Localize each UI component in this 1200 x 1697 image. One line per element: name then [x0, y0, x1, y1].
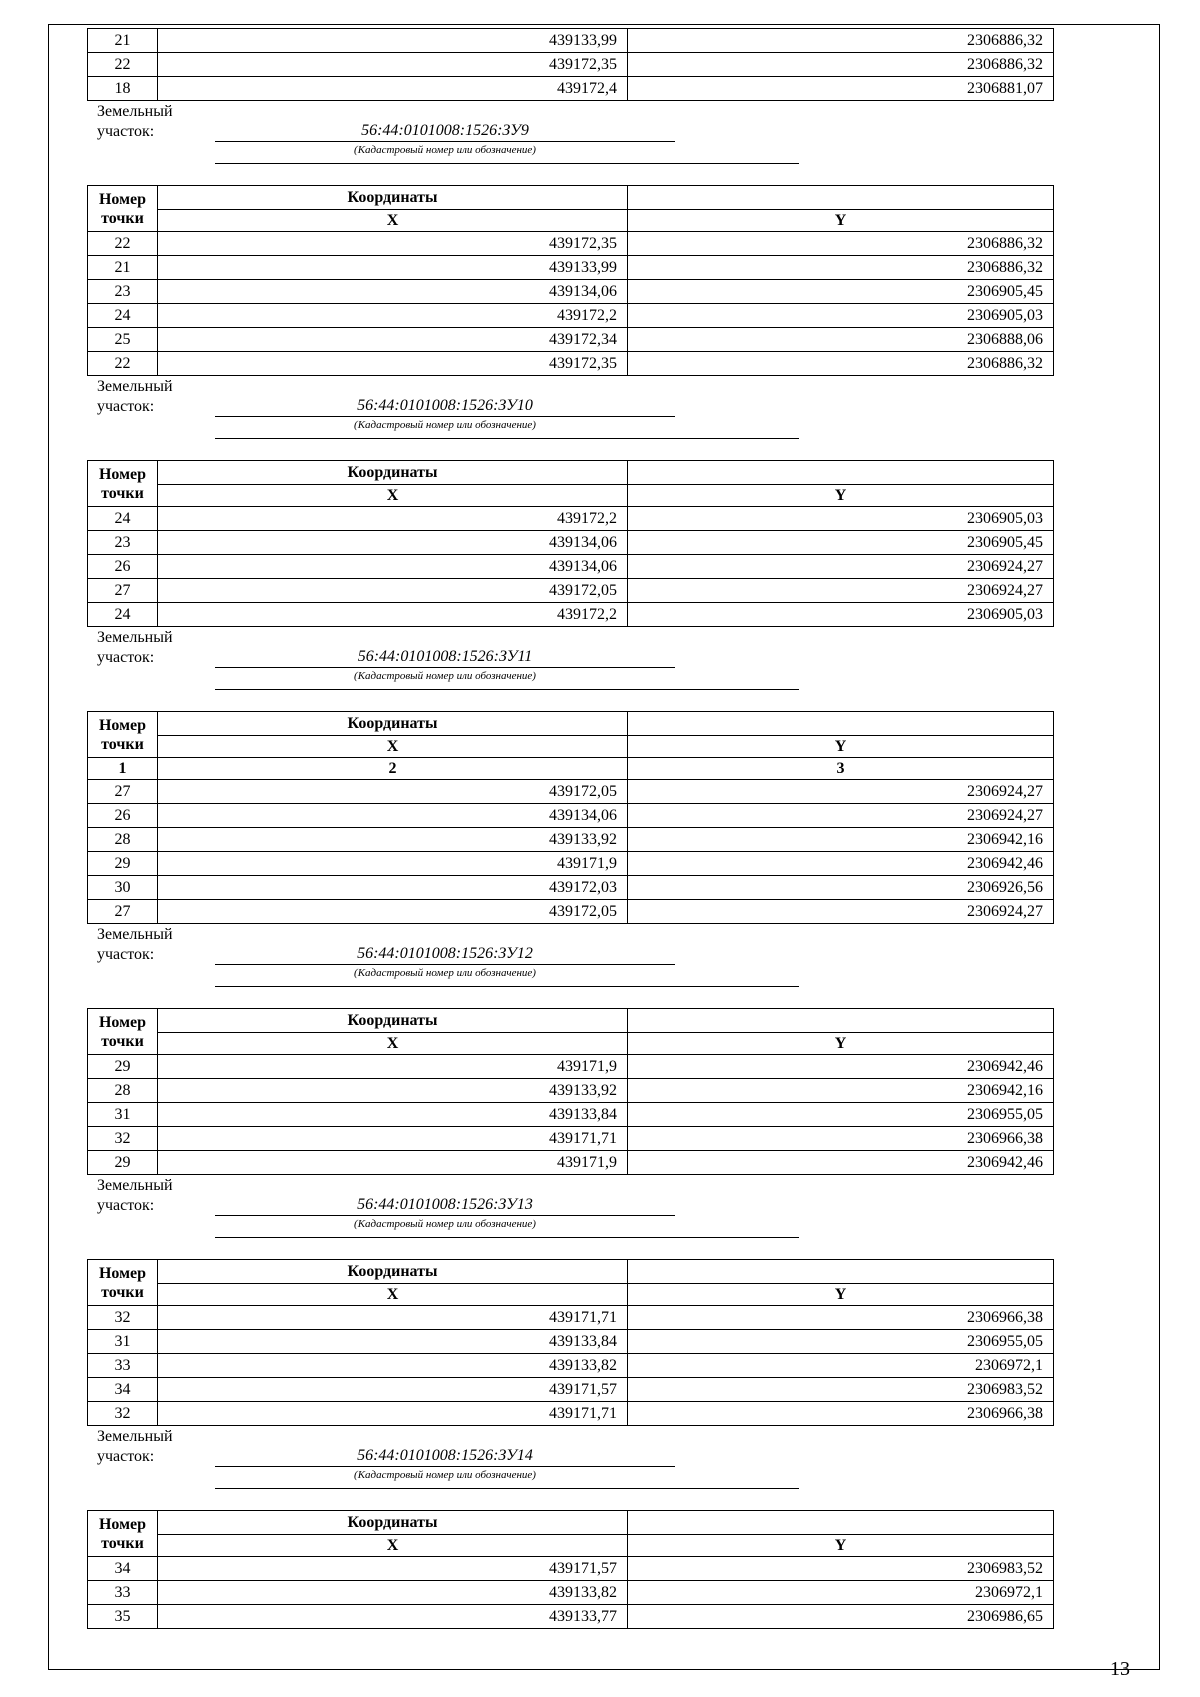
coord-y: 2306905,45: [628, 531, 1054, 555]
coords-table: [87, 1510, 1054, 1629]
table-row: [88, 232, 1054, 256]
coord-x: 439172,2: [158, 603, 628, 627]
point-number: 33: [88, 1354, 158, 1378]
header-point-number-line2: точки: [101, 1032, 144, 1050]
header-blank: [628, 186, 1054, 210]
point-number: 29: [88, 852, 158, 876]
table-body: [88, 1009, 1054, 1175]
coord-y: 2306942,46: [628, 1151, 1054, 1175]
table-body: [88, 1260, 1054, 1426]
coord-x: 439133,92: [158, 1079, 628, 1103]
table-row: [88, 555, 1054, 579]
header-point-number-line2: точки: [101, 484, 144, 502]
coord-x: 439172,34: [158, 328, 628, 352]
coord-y: 2306955,05: [628, 1330, 1054, 1354]
table-row: [88, 328, 1054, 352]
table-row: [88, 77, 1054, 101]
point-number: 24: [88, 304, 158, 328]
header-blank: [628, 1009, 1054, 1033]
coord-y: 2306942,16: [628, 828, 1054, 852]
page-number: 13: [1110, 1658, 1130, 1680]
table-row: [88, 280, 1054, 304]
cadastral-hint: (Кадастровый номер или обозначение): [354, 967, 536, 979]
coord-y: 2306881,07: [628, 77, 1054, 101]
point-number: 28: [88, 1079, 158, 1103]
coord-y: 2306924,27: [628, 555, 1054, 579]
point-number: 18: [88, 77, 158, 101]
point-number: 27: [88, 579, 158, 603]
divider: [215, 1237, 799, 1238]
table-row: [88, 1103, 1054, 1127]
coord-x: 439133,82: [158, 1581, 628, 1605]
table-row: [88, 531, 1054, 555]
table-row: [88, 1402, 1054, 1426]
table-row: [88, 1557, 1054, 1581]
plot-label-line1: Земельный: [97, 629, 173, 646]
header-row: [88, 485, 1054, 507]
coord-y: 2306924,27: [628, 579, 1054, 603]
header-x: X: [158, 736, 628, 758]
table-row: [88, 507, 1054, 531]
coord-x: 439171,57: [158, 1557, 628, 1581]
point-number: 23: [88, 531, 158, 555]
point-number: 30: [88, 876, 158, 900]
coord-y: 2306983,52: [628, 1557, 1054, 1581]
land-plot-label: [87, 101, 1053, 185]
table-row: [88, 1378, 1054, 1402]
point-number: 24: [88, 507, 158, 531]
cadastral-number: 56:44:0101008:1526:ЗУ9: [215, 121, 675, 142]
coord-x: 439134,06: [158, 804, 628, 828]
coord-y: 2306942,46: [628, 852, 1054, 876]
header-coordinates: Координаты: [158, 1260, 628, 1284]
point-number: 29: [88, 1055, 158, 1079]
coord-x: 439171,9: [158, 852, 628, 876]
coord-y: 2306905,03: [628, 304, 1054, 328]
point-number: 21: [88, 29, 158, 53]
coord-y: 2306972,1: [628, 1581, 1054, 1605]
table-row: [88, 1605, 1054, 1629]
table-body: [88, 29, 1054, 101]
header-blank: [628, 461, 1054, 485]
coord-x: 439171,71: [158, 1127, 628, 1151]
coord-y: 2306926,56: [628, 876, 1054, 900]
header-point-number-line2: точки: [101, 209, 144, 227]
header-point-number: [88, 712, 158, 758]
plot-label-line2: участок:: [97, 398, 155, 415]
point-number: 24: [88, 603, 158, 627]
point-number: 25: [88, 328, 158, 352]
land-plot-label: [87, 1426, 1053, 1510]
header-point-number-line2: точки: [101, 1283, 144, 1301]
header-x: X: [158, 1033, 628, 1055]
document-content: [87, 28, 1053, 1629]
header-blank: [628, 712, 1054, 736]
cadastral-hint: (Кадастровый номер или обозначение): [354, 1218, 536, 1230]
coords-table: [87, 460, 1054, 627]
land-plot-label: [87, 627, 1053, 711]
header-point-number-line1: Номер: [98, 1264, 147, 1282]
table-row: [88, 900, 1054, 924]
header-row: [88, 1033, 1054, 1055]
table-body: [88, 1511, 1054, 1629]
coord-y: 2306924,27: [628, 900, 1054, 924]
header-x: X: [158, 485, 628, 507]
coord-x: 439172,2: [158, 304, 628, 328]
table-row: [88, 1306, 1054, 1330]
point-number: 27: [88, 900, 158, 924]
header-y: Y: [628, 1033, 1054, 1055]
coord-x: 439172,05: [158, 780, 628, 804]
table-row: [88, 1330, 1054, 1354]
land-plot-label: [87, 376, 1053, 460]
cadastral-number: 56:44:0101008:1526:ЗУ11: [215, 647, 675, 668]
point-number: 23: [88, 280, 158, 304]
point-number: 22: [88, 232, 158, 256]
header-x: X: [158, 1284, 628, 1306]
table-body: [88, 712, 1054, 924]
header-y: Y: [628, 1535, 1054, 1557]
table-row: [88, 804, 1054, 828]
plot-label-line2: участок:: [97, 1448, 155, 1465]
coord-x: 439133,99: [158, 29, 628, 53]
table-row: [88, 29, 1054, 53]
header-coordinates: Координаты: [158, 1009, 628, 1033]
coord-y: 2306966,38: [628, 1306, 1054, 1330]
header-blank: [628, 1511, 1054, 1535]
header-point-number: [88, 461, 158, 507]
coord-x: 439134,06: [158, 555, 628, 579]
coords-table: [87, 185, 1054, 376]
point-number: 26: [88, 804, 158, 828]
coord-y: 2306886,32: [628, 29, 1054, 53]
header-blank: [628, 1260, 1054, 1284]
coord-x: 439171,57: [158, 1378, 628, 1402]
coord-y: 2306886,32: [628, 53, 1054, 77]
header-point-number-line1: Номер: [98, 716, 147, 734]
header-row: [88, 210, 1054, 232]
point-number: 21: [88, 256, 158, 280]
point-number: 28: [88, 828, 158, 852]
table-row: [88, 852, 1054, 876]
header-point-number-line1: Номер: [98, 465, 147, 483]
coord-y: 2306986,65: [628, 1605, 1054, 1629]
table-row: [88, 256, 1054, 280]
coord-y: 2306966,38: [628, 1127, 1054, 1151]
header-point-number: [88, 186, 158, 232]
header-row: [88, 1260, 1054, 1284]
point-number: 32: [88, 1127, 158, 1151]
cadastral-hint: (Кадастровый номер или обозначение): [354, 144, 536, 156]
header-row: [88, 1511, 1054, 1535]
table-row: [88, 53, 1054, 77]
coord-x: 439133,99: [158, 256, 628, 280]
plot-label-line2: участок:: [97, 946, 155, 963]
cadastral-hint: (Кадастровый номер или обозначение): [354, 419, 536, 431]
table-row: [88, 1354, 1054, 1378]
point-number: 33: [88, 1581, 158, 1605]
header-coordinates: Координаты: [158, 712, 628, 736]
coord-x: 439171,71: [158, 1306, 628, 1330]
coord-x: 439133,92: [158, 828, 628, 852]
header-point-number-line1: Номер: [98, 1515, 147, 1533]
coord-y: 2306905,03: [628, 507, 1054, 531]
coord-y: 2306888,06: [628, 328, 1054, 352]
cadastral-hint: (Кадастровый номер или обозначение): [354, 1469, 536, 1481]
coord-x: 439172,05: [158, 579, 628, 603]
coord-x: 439172,03: [158, 876, 628, 900]
point-number: 35: [88, 1605, 158, 1629]
table-row: [88, 1151, 1054, 1175]
table-row: [88, 780, 1054, 804]
cadastral-number: 56:44:0101008:1526:ЗУ14: [215, 1446, 675, 1467]
header-coordinates: Координаты: [158, 1511, 628, 1535]
point-number: 34: [88, 1557, 158, 1581]
header-row: [88, 461, 1054, 485]
header-coordinates: Координаты: [158, 461, 628, 485]
coord-y: 2306966,38: [628, 1402, 1054, 1426]
point-number: 31: [88, 1330, 158, 1354]
plot-label-line2: участок:: [97, 649, 155, 666]
point-number: 27: [88, 780, 158, 804]
coord-x: 439134,06: [158, 531, 628, 555]
plot-label-line1: Земельный: [97, 1177, 173, 1194]
coord-x: 439171,9: [158, 1151, 628, 1175]
header-y: Y: [628, 1284, 1054, 1306]
table-row: [88, 579, 1054, 603]
coord-y: 2306983,52: [628, 1378, 1054, 1402]
table-row: [88, 876, 1054, 900]
point-number: 32: [88, 1306, 158, 1330]
coord-x: 439172,4: [158, 77, 628, 101]
coord-y: 2306942,46: [628, 1055, 1054, 1079]
point-number: 32: [88, 1402, 158, 1426]
coord-y: 2306924,27: [628, 804, 1054, 828]
table-row: [88, 1079, 1054, 1103]
coord-y: 2306886,32: [628, 232, 1054, 256]
plots-list: [87, 101, 1053, 1629]
table-body: [88, 461, 1054, 627]
point-number: 26: [88, 555, 158, 579]
header-row: [88, 1009, 1054, 1033]
header-point-number-line2: точки: [101, 1534, 144, 1552]
coord-x: 439133,82: [158, 1354, 628, 1378]
coord-x: 439172,35: [158, 352, 628, 376]
coords-table-continued: [87, 28, 1054, 101]
coord-y: 2306955,05: [628, 1103, 1054, 1127]
header-y: Y: [628, 210, 1054, 232]
point-number: 31: [88, 1103, 158, 1127]
header-point-number: [88, 1511, 158, 1557]
point-number: 22: [88, 53, 158, 77]
coord-x: 439172,05: [158, 900, 628, 924]
coord-y: 2306886,32: [628, 256, 1054, 280]
coord-y: 2306942,16: [628, 1079, 1054, 1103]
plot-label-line2: участок:: [97, 123, 155, 140]
land-plot-label: [87, 924, 1053, 1008]
header-y: Y: [628, 736, 1054, 758]
cadastral-number: 56:44:0101008:1526:ЗУ13: [215, 1195, 675, 1216]
coords-table: [87, 1259, 1054, 1426]
plot-label-line1: Земельный: [97, 1428, 173, 1445]
coord-y: 2306924,27: [628, 780, 1054, 804]
column-index: 2: [158, 758, 628, 780]
header-row: [88, 1284, 1054, 1306]
table-row: [88, 828, 1054, 852]
coord-y: 2306905,03: [628, 603, 1054, 627]
header-x: X: [158, 210, 628, 232]
table-body: [88, 186, 1054, 376]
divider: [215, 438, 799, 439]
table-row: [88, 1055, 1054, 1079]
cadastral-number: 56:44:0101008:1526:ЗУ12: [215, 944, 675, 965]
divider: [215, 689, 799, 690]
plot-label-line1: Земельный: [97, 378, 173, 395]
cadastral-hint: (Кадастровый номер или обозначение): [354, 670, 536, 682]
header-x: X: [158, 1535, 628, 1557]
header-point-number: [88, 1009, 158, 1055]
table-row: [88, 1581, 1054, 1605]
coord-x: 439172,2: [158, 507, 628, 531]
header-point-number-line2: точки: [101, 735, 144, 753]
divider: [215, 1488, 799, 1489]
point-number: 34: [88, 1378, 158, 1402]
coord-x: 439171,9: [158, 1055, 628, 1079]
plot-label-line2: участок:: [97, 1197, 155, 1214]
land-plot-label: [87, 1175, 1053, 1259]
coords-table: [87, 711, 1054, 924]
header-row: [88, 712, 1054, 736]
coord-x: 439133,77: [158, 1605, 628, 1629]
divider: [215, 163, 799, 164]
coord-x: 439133,84: [158, 1103, 628, 1127]
coord-x: 439171,71: [158, 1402, 628, 1426]
column-index: 1: [88, 758, 158, 780]
coord-x: 439172,35: [158, 232, 628, 256]
header-row: [88, 736, 1054, 758]
table-row: [88, 304, 1054, 328]
header-y: Y: [628, 485, 1054, 507]
coord-x: 439172,35: [158, 53, 628, 77]
cadastral-number: 56:44:0101008:1526:ЗУ10: [215, 396, 675, 417]
table-row: [88, 352, 1054, 376]
point-number: 29: [88, 1151, 158, 1175]
header-row: [88, 186, 1054, 210]
index-row: [88, 758, 1054, 780]
header-point-number-line1: Номер: [98, 1013, 147, 1031]
divider: [215, 986, 799, 987]
header-row: [88, 1535, 1054, 1557]
coord-y: 2306905,45: [628, 280, 1054, 304]
header-point-number: [88, 1260, 158, 1306]
point-number: 22: [88, 352, 158, 376]
coord-x: 439133,84: [158, 1330, 628, 1354]
coord-y: 2306886,32: [628, 352, 1054, 376]
column-index: 3: [628, 758, 1054, 780]
header-coordinates: Координаты: [158, 186, 628, 210]
coords-table: [87, 1008, 1054, 1175]
plot-label-line1: Земельный: [97, 926, 173, 943]
coord-x: 439134,06: [158, 280, 628, 304]
plot-label-line1: Земельный: [97, 103, 173, 120]
coord-y: 2306972,1: [628, 1354, 1054, 1378]
table-row: [88, 603, 1054, 627]
header-point-number-line1: Номер: [98, 190, 147, 208]
table-row: [88, 1127, 1054, 1151]
